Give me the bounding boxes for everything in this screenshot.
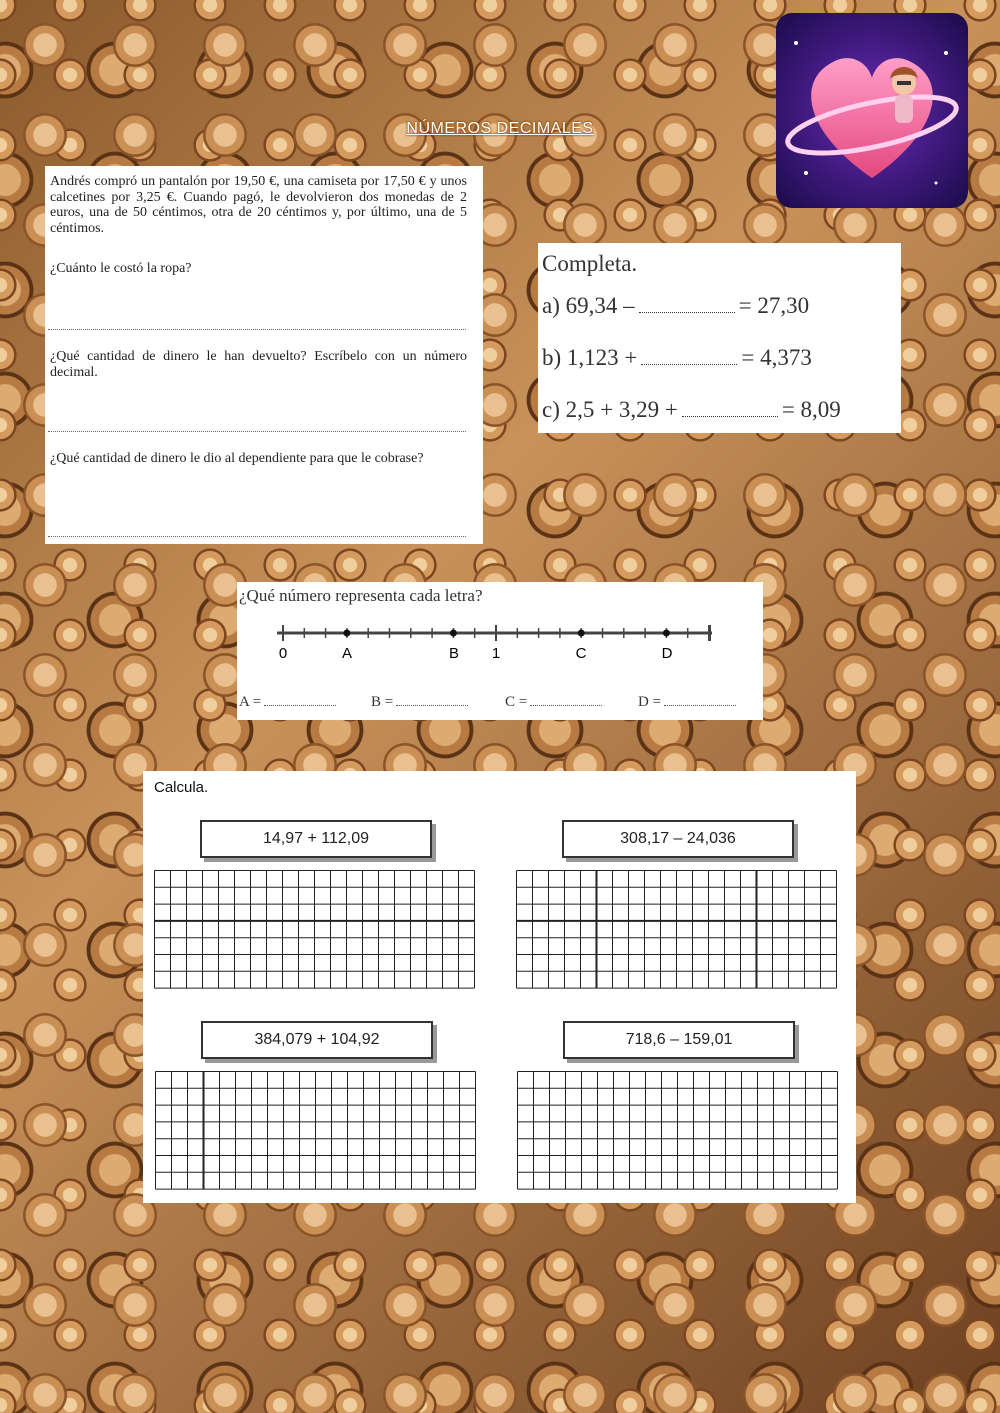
numberline-panel [237, 582, 763, 720]
question-2: ¿Qué cantidad de dinero le han devuelto? Escríbelo con un número decimal. [50, 349, 467, 380]
answer-c[interactable] [505, 694, 602, 711]
label-b: B [448, 645, 460, 662]
avatar [776, 13, 968, 208]
completa-row-c [542, 397, 841, 423]
blank-c[interactable] [682, 400, 778, 417]
row-b-left: b) 1,123 + [542, 345, 638, 370]
completa-panel [538, 243, 901, 433]
answer-line-1[interactable] [48, 329, 466, 330]
label-d: D [661, 645, 673, 662]
row-c-left: c) 2,5 + 3,29 + [542, 397, 678, 422]
row-c-right: = 8,09 [781, 397, 841, 422]
operation-1: 14,97 + 112,09 [200, 820, 432, 858]
blank-b[interactable] [641, 348, 737, 365]
row-a-left: a) 69,34 – [542, 293, 635, 318]
completa-heading: Completa. [542, 251, 638, 276]
label-c: C [575, 645, 587, 662]
answer-a-label: A = [239, 694, 262, 710]
calcula-heading: Calcula. [154, 779, 209, 796]
grid-2[interactable] [516, 870, 838, 990]
label-a: A [341, 645, 353, 662]
question-1: ¿Cuánto le costó la ropa? [50, 261, 192, 276]
grid-3[interactable] [155, 1071, 477, 1191]
page-title: NÚMEROS DECIMALES [406, 120, 594, 137]
question-3: ¿Qué cantidad de dinero le dio al dependiente para que le cobrase? [50, 451, 424, 466]
answer-line-3[interactable] [48, 536, 466, 537]
operation-3: 384,079 + 104,92 [201, 1021, 433, 1059]
answer-d[interactable] [638, 694, 736, 711]
grid-4[interactable] [517, 1071, 839, 1191]
answer-a[interactable] [239, 694, 336, 711]
point-a [343, 630, 350, 637]
label-one: 1 [491, 645, 501, 662]
answer-b-label: B = [371, 694, 394, 710]
label-zero: 0 [278, 645, 288, 662]
problem-statement: Andrés compró un pantalón por 19,50 €, una camiseta por 17,50 € y unos calcetines por 3,25 €. Cuando pagó, le devolvieron dos monedas de 2 euros, una de 50 céntimos, otra de 20 céntimos y, por último, una de 5 céntimos. [50, 174, 467, 236]
row-a-right: = 27,30 [738, 293, 810, 318]
problem-panel [45, 166, 483, 544]
numberline-question: ¿Qué número representa cada letra? [239, 586, 483, 605]
grid-1[interactable] [154, 870, 476, 990]
point-b [450, 630, 457, 637]
point-d [663, 630, 670, 637]
operation-4: 718,6 – 159,01 [563, 1021, 795, 1059]
calcula-panel [143, 771, 856, 1203]
blank-a[interactable] [639, 296, 735, 313]
answer-line-2[interactable] [48, 431, 466, 432]
answer-c-label: C = [505, 694, 528, 710]
answer-b[interactable] [371, 694, 468, 711]
operation-2: 308,17 – 24,036 [562, 820, 794, 858]
row-b-right: = 4,373 [741, 345, 812, 370]
completa-row-b [542, 345, 812, 371]
completa-row-a [542, 293, 809, 319]
answer-d-label: D = [638, 694, 662, 710]
point-c [578, 630, 585, 637]
